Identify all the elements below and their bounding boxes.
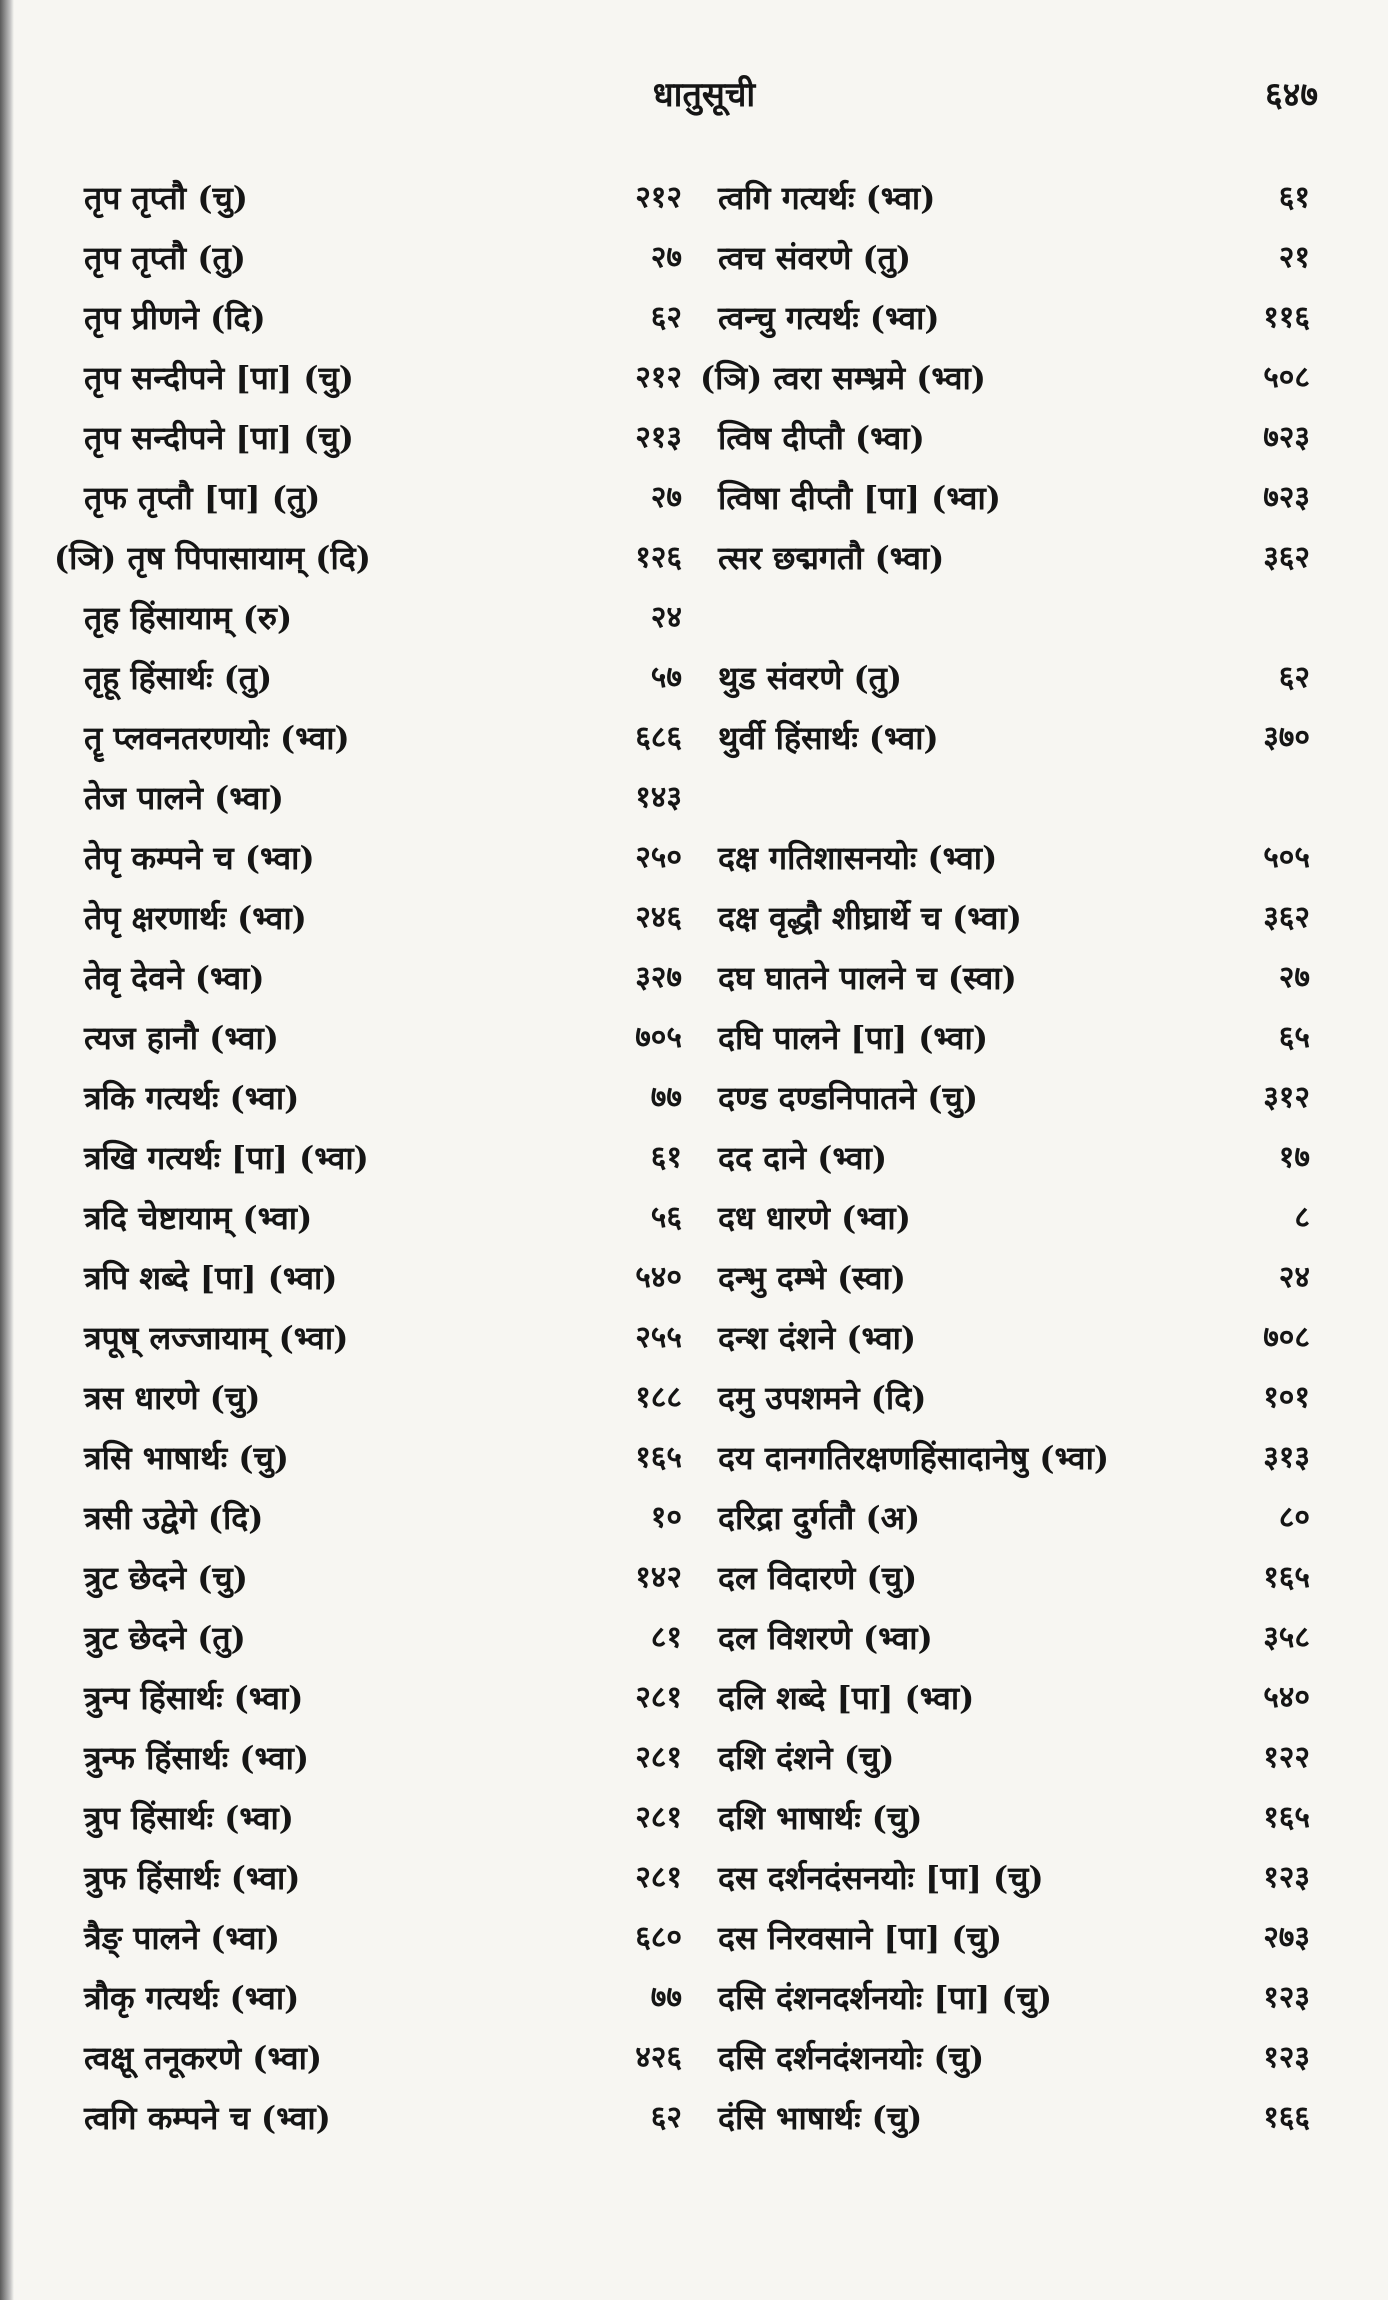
page-reference: १४३ (635, 780, 682, 815)
page-reference: २७ (650, 240, 682, 275)
page-reference: १६५ (635, 1440, 682, 1475)
index-entry (70, 2028, 682, 2088)
root-entry: त्रौकृ गत्यर्थः (भ्वा) (84, 1979, 300, 2017)
root-entry: त्रुफ हिंसार्थः (भ्वा) (84, 1859, 301, 1897)
root-entry: तृप प्रीणने (दि) (84, 299, 266, 337)
root-entry: तेवृ देवने (भ्वा) (84, 959, 265, 997)
index-entry (700, 1788, 1310, 1848)
page-reference: २५५ (635, 1320, 682, 1355)
index-entry (700, 528, 1310, 588)
index-entry (70, 1008, 682, 1068)
root-entry: तेपृ कम्पने च (भ्वा) (84, 839, 315, 877)
root-entry: त्रखि गत्यर्थः [पा] (भ्वा) (84, 1139, 369, 1177)
page-reference: २१२ (635, 180, 682, 215)
index-entry (70, 1188, 682, 1248)
page-reference: ७०५ (635, 1020, 682, 1055)
index-entry (70, 468, 682, 528)
index-entry (700, 1128, 1310, 1188)
root-entry: दस दर्शनदंसनयोः [पा] (चु) (718, 1859, 1044, 1897)
root-entry: त्रसि भाषार्थः (चु) (84, 1439, 289, 1477)
root-entry: तृप तृप्तौ (तु) (84, 239, 246, 277)
page-reference: १२२ (1263, 1740, 1310, 1775)
page-reference: २८१ (635, 1800, 682, 1835)
page-reference: ५६ (650, 1200, 682, 1235)
root-entry: त्रस धारणे (चु) (84, 1379, 261, 1417)
root-entry: दक्ष वृद्धौ शीघ्रार्थे च (भ्वा) (718, 899, 1022, 937)
right-column (700, 168, 1310, 2148)
page-reference: ६२ (1278, 660, 1310, 695)
index-entry (700, 1488, 1310, 1548)
index-entry (700, 1368, 1310, 1428)
page-reference: ३६२ (1263, 540, 1310, 575)
page-reference: २१ (1278, 240, 1310, 275)
root-entry: दशि दंशने (चु) (718, 1739, 895, 1777)
page-header (90, 70, 1318, 130)
root-entry: त्वक्षू तनूकरणे (भ्वा) (84, 2039, 323, 2077)
index-entry (700, 1008, 1310, 1068)
page-reference: ६८६ (635, 720, 682, 755)
index-entry (700, 1908, 1310, 1968)
page-reference: ६१ (1278, 180, 1310, 215)
page-reference: ३६२ (1263, 900, 1310, 935)
page-reference: ८ (1294, 1200, 1310, 1235)
page-reference: २७ (650, 480, 682, 515)
index-entry (700, 828, 1310, 888)
index-entry (700, 2088, 1310, 2148)
index-entry (70, 1368, 682, 1428)
index-entry (70, 1308, 682, 1368)
page-reference: ३७० (1263, 720, 1310, 755)
root-entry: दस निरवसाने [पा] (चु) (718, 1919, 1003, 1957)
root-entry: दघि पालने [पा] (भ्वा) (718, 1019, 988, 1057)
page-reference: २८१ (635, 1680, 682, 1715)
root-entry: दद दाने (भ्वा) (718, 1139, 888, 1177)
root-entry: तृप सन्दीपने [पा] (चु) (84, 419, 354, 457)
page-reference: ७७ (650, 1080, 682, 1115)
index-entry (700, 1548, 1310, 1608)
page-reference: ३१३ (1263, 1440, 1310, 1475)
page-reference: २४ (1278, 1260, 1310, 1295)
root-entry: त्रकि गत्यर्थः (भ्वा) (84, 1079, 300, 1117)
index-entry (700, 1608, 1310, 1668)
page-reference: १२३ (1263, 2040, 1310, 2075)
index-entry (700, 1308, 1310, 1368)
page-reference: ३२७ (635, 960, 682, 995)
index-entry (70, 168, 682, 228)
root-entry: त्वगि गत्यर्थः (भ्वा) (718, 179, 936, 217)
index-entry (70, 888, 682, 948)
index-entry (700, 708, 1310, 768)
page-reference: २१२ (635, 360, 682, 395)
root-entry: त्यज हानौ (भ्वा) (84, 1019, 279, 1057)
root-entry: तृप तृप्तौ (चु) (84, 179, 248, 217)
index-entry (700, 888, 1310, 948)
index-entry (70, 408, 682, 468)
page-reference: १२६ (635, 540, 682, 575)
root-entry: दसि दर्शनदंशनयोः (चु) (718, 2039, 985, 2077)
root-entry: दक्ष गतिशासनयोः (भ्वा) (718, 839, 998, 877)
root-entry: दंसि भाषार्थः (चु) (718, 2099, 923, 2137)
page-reference: ५७ (650, 660, 682, 695)
page-reference: ६८० (635, 1920, 682, 1955)
running-title: धातुसूची (652, 75, 756, 115)
root-entry: तृहू हिंसार्थः (तु) (84, 659, 273, 697)
root-entry: त्रसी उद्वेगे (दि) (84, 1499, 264, 1537)
root-entry: दल विदारणे (चु) (718, 1559, 918, 1597)
page-reference: ७७ (650, 1980, 682, 2015)
root-entry: दमु उपशमने (दि) (718, 1379, 927, 1417)
index-entry (700, 468, 1310, 528)
root-entry: तृप सन्दीपने [पा] (चु) (84, 359, 354, 397)
root-entry: दण्ड दण्डनिपातने (चु) (718, 1079, 979, 1117)
index-entry (70, 2088, 682, 2148)
page-reference: ७२३ (1263, 480, 1310, 515)
index-entry (700, 648, 1310, 708)
index-entry (700, 1668, 1310, 1728)
root-entry: त्वगि कम्पने च (भ्वा) (84, 2099, 331, 2137)
root-entry: दन्श दंशने (भ्वा) (718, 1319, 917, 1357)
index-entry (700, 168, 1310, 228)
index-entry (70, 1728, 682, 1788)
index-entry (700, 2028, 1310, 2088)
section-gap (700, 768, 1310, 828)
page-reference: ६२ (650, 300, 682, 335)
index-entry (70, 1668, 682, 1728)
page-reference: ५४० (635, 1260, 682, 1295)
index-entry (70, 1548, 682, 1608)
index-entry (70, 588, 682, 648)
page-reference: २४ (650, 600, 682, 635)
index-entry (70, 288, 682, 348)
index-entry (70, 228, 682, 288)
page-reference: ६५ (1278, 1020, 1310, 1055)
page-number: ६४७ (1264, 75, 1318, 115)
index-entry (70, 1968, 682, 2028)
index-entry (70, 1428, 682, 1488)
root-entry: दघ घातने पालने च (स्वा) (718, 959, 1017, 997)
page-reference: २४६ (635, 900, 682, 935)
page-reference: ४२६ (635, 2040, 682, 2075)
root-entry: त्रैङ् पालने (भ्वा) (84, 1919, 280, 1957)
root-entry: त्वच संवरणे (तु) (718, 239, 912, 277)
root-entry: त्विषा दीप्तौ [पा] (भ्वा) (718, 479, 1001, 517)
page-reference: २१३ (635, 420, 682, 455)
index-entry (70, 1128, 682, 1188)
index-entry (70, 648, 682, 708)
index-entry (700, 948, 1310, 1008)
root-entry: थुर्वी हिंसार्थः (भ्वा) (718, 719, 939, 757)
index-entry (70, 948, 682, 1008)
root-entry: त्रुट छेदने (चु) (84, 1559, 248, 1597)
root-entry: तृह हिंसायाम् (रु) (84, 599, 293, 637)
root-entry: तृफ तृप्तौ [पा] (तु) (84, 479, 321, 517)
root-entry: दन्भु दम्भे (स्वा) (718, 1259, 906, 1297)
page-reference: ६१ (650, 1140, 682, 1175)
root-entry: तेपृ क्षरणार्थः (भ्वा) (84, 899, 307, 937)
index-entry (70, 708, 682, 768)
page-reference: ११६ (1263, 300, 1310, 335)
root-entry: त्रुप हिंसार्थः (भ्वा) (84, 1799, 294, 1837)
section-gap (700, 588, 1310, 648)
page-reference: ८० (1278, 1500, 1310, 1535)
index-entry (70, 1488, 682, 1548)
root-entry: त्रुट छेदने (तु) (84, 1619, 246, 1657)
index-entry (700, 1728, 1310, 1788)
root-entry: (ञि) तृष पिपासायाम् (दि) (54, 539, 371, 577)
root-entry: तॄ प्लवनतरणयोः (भ्वा) (84, 719, 350, 757)
root-entry: त्रदि चेष्टायाम् (भ्वा) (84, 1199, 313, 1237)
index-entry (70, 768, 682, 828)
index-entry (70, 1908, 682, 1968)
root-entry: दशि भाषार्थः (चु) (718, 1799, 923, 1837)
page-reference: ७२३ (1263, 420, 1310, 455)
index-entry (70, 1068, 682, 1128)
root-entry: त्रुन्प हिंसार्थः (भ्वा) (84, 1679, 304, 1717)
page-reference: २८१ (635, 1740, 682, 1775)
page-reference: १६५ (1263, 1800, 1310, 1835)
page-reference: २८१ (635, 1860, 682, 1895)
index-entry (54, 528, 682, 588)
page-reference: ३५८ (1263, 1620, 1310, 1655)
root-entry: त्रपि शब्दे [पा] (भ्वा) (84, 1259, 338, 1297)
page-reference: १२३ (1263, 1860, 1310, 1895)
index-entry (70, 1248, 682, 1308)
page-reference: ८१ (650, 1620, 682, 1655)
left-column (54, 168, 682, 2148)
page-reference: १८८ (635, 1380, 682, 1415)
index-entry (700, 1968, 1310, 2028)
index-entry (700, 288, 1310, 348)
root-entry: त्रुन्फ हिंसार्थः (भ्वा) (84, 1739, 310, 1777)
root-entry: दसि दंशनदर्शनयोः [पा] (चु) (718, 1979, 1053, 2017)
page-reference: ५०५ (1263, 840, 1310, 875)
page-binding-edge (0, 0, 14, 2300)
page-reference: २७३ (1263, 1920, 1310, 1955)
root-entry: तेज पालने (भ्वा) (84, 779, 284, 817)
root-entry: त्सर छद्मगतौ (भ्वा) (718, 539, 945, 577)
root-entry: दध धारणे (भ्वा) (718, 1199, 911, 1237)
index-entry (70, 1608, 682, 1668)
page-reference: १४२ (635, 1560, 682, 1595)
index-entry (70, 1848, 682, 1908)
page-reference: ३१२ (1263, 1080, 1310, 1115)
root-entry: त्वन्चु गत्यर्थः (भ्वा) (718, 299, 940, 337)
root-entry: दरिद्रा दुर्गतौ (अ) (718, 1499, 921, 1537)
page-reference: १६६ (1263, 2100, 1310, 2135)
index-entry (700, 1848, 1310, 1908)
index-entry (700, 228, 1310, 288)
page-reference: १६५ (1263, 1560, 1310, 1595)
page-reference: ५०८ (1263, 360, 1310, 395)
root-entry: थुड संवरणे (तु) (718, 659, 903, 697)
root-entry: दय दानगतिरक्षणहिंसादानेषु (भ्वा) (718, 1439, 1110, 1477)
page-reference: ५४० (1263, 1680, 1310, 1715)
root-entry: दलि शब्दे [पा] (भ्वा) (718, 1679, 975, 1717)
root-entry: त्रपूष् लज्जायाम् (भ्वा) (84, 1319, 349, 1357)
page-reference: ६२ (650, 2100, 682, 2135)
page-reference: २७ (1278, 960, 1310, 995)
index-entry (700, 1428, 1310, 1488)
index-entry (700, 348, 1310, 408)
page-reference: ७०८ (1263, 1320, 1310, 1355)
index-entry (700, 1068, 1310, 1128)
page-reference: १०१ (1263, 1380, 1310, 1415)
page-reference: १७ (1278, 1140, 1310, 1175)
root-entry: दल विशरणे (भ्वा) (718, 1619, 933, 1657)
root-entry: (ञि) त्वरा सम्भ्रमे (भ्वा) (700, 359, 986, 397)
page-reference: २५० (635, 840, 682, 875)
index-entry (70, 1788, 682, 1848)
page-reference: १० (650, 1500, 682, 1535)
page-reference: १२३ (1263, 1980, 1310, 2015)
root-entry: त्विष दीप्तौ (भ्वा) (718, 419, 925, 457)
index-entry (700, 408, 1310, 468)
index-entry (70, 348, 682, 408)
index-entry (70, 828, 682, 888)
index-entry (700, 1188, 1310, 1248)
index-entry (700, 1248, 1310, 1308)
